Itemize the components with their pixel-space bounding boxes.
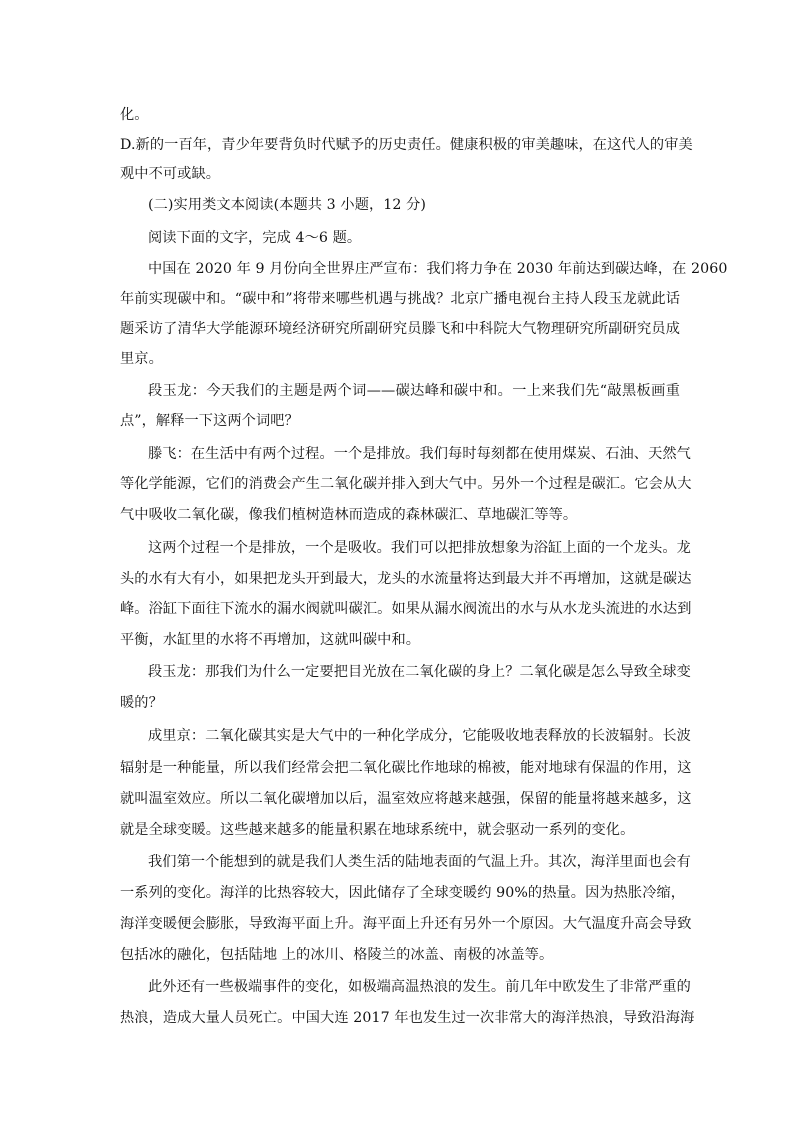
paragraph-line: 这两个过程一个是排放，一个是吸收。我们可以把排放想象为浴缸上面的一个龙头。龙 [148, 540, 691, 556]
paragraph-line: 里京。 [120, 351, 163, 367]
dialogue-line: 滕飞：在生活中有两个过程。一个是排放。我们每时每刻都在使用煤炭、石油、天然气 [148, 446, 691, 462]
paragraph-line: 热浪，造成大量人员死亡。中国大连 2017 年也发生过一次非常大的海洋热浪，导致沿海海 [120, 1010, 695, 1026]
paragraph-line: 我们第一个能想到的就是我们人类生活的陆地表面的气温上升。其次，海洋里面也会有 [148, 854, 691, 870]
dialogue-line: 成里京：二氧化碳其实是大气中的一种化学成分，它能吸收地表释放的长波辐射。长波 [148, 728, 691, 744]
paragraph-line: 题采访了清华大学能源环境经济研究所副研究员滕飞和中科院大气物理研究所副研究员成 [120, 321, 680, 337]
paragraph-line: 中国在 2020 年 9 月份向全世界庄严宣布：我们将力争在 2030 年前达到碳达峰，在 2060 [148, 261, 728, 277]
paragraph-line: 头的水有大有小，如果把龙头开到最大，龙头的水流量将达到最大并不再增加，这就是碳达 [120, 571, 692, 587]
dialogue-line: 点”，解释一下这两个词吧？ [120, 413, 299, 429]
option-d-line: D.新的一百年，青少年要背负时代赋予的历史责任。健康积极的审美趣味，在这代人的审美 [120, 137, 693, 153]
dialogue-line: 等化学能源，它们的消费会产生二氧化碳并排入到大气中。另外一个过程是碳汇。它会从大 [120, 476, 692, 492]
paragraph-line: 峰。浴缸下面往下流水的漏水阀就叫碳汇。如果从漏水阀流出的水与从水龙头流进的水达到 [120, 601, 692, 617]
instruction-line: 阅读下面的文字，完成 4～6 题。 [148, 230, 362, 246]
paragraph-line: 一系列的变化。海洋的比热容较大，因此储存了全球变暖约 90%的热量。因为热胀冷缩， [120, 885, 686, 901]
dialogue-line: 暖的？ [120, 695, 163, 711]
dialogue-line: 就叫温室效应。所以二氧化碳增加以后，温室效应将越来越强，保留的能量将越来越多，这 [120, 791, 692, 807]
paragraph-line: 包括冰的融化，包括陆地 上的冰川、格陵兰的冰盖、南极的冰盖等。 [120, 947, 554, 963]
paragraph-line: 平衡，水缸里的水将不再增加，这就叫碳中和。 [120, 632, 421, 648]
dialogue-line: 就是全球变暖。这些越来越多的能量积累在地球系统中，就会驱动一系列的变化。 [120, 822, 635, 838]
text-line: 化。 [120, 107, 149, 123]
paragraph-line: 此外还有一些极端事件的变化，如极端高温热浪的发生。前几年中欧发生了非常严重的 [148, 979, 691, 995]
paragraph-line: 海洋变暖便会膨胀，导致海平面上升。海平面上升还有另外一个原因。大气温度升高会导致 [120, 916, 692, 932]
dialogue-line: 段玉龙：那我们为什么一定要把目光放在二氧化碳的身上？二氧化碳是怎么导致全球变 [148, 664, 691, 680]
paragraph-line: 年前实现碳中和。“碳中和”将带来哪些机遇与挑战？北京广播电视台主持人段玉龙就此话 [120, 291, 680, 307]
dialogue-line: 段玉龙：今天我们的主题是两个词——碳达峰和碳中和。一上来我们先“敲黑板画重 [148, 383, 680, 399]
dialogue-line: 辐射是一种能量，所以我们经常会把二氧化碳比作地球的棉被，能对地球有保温的作用，这 [120, 760, 692, 776]
dialogue-line: 气中吸收二氧化碳，像我们植树造林而造成的森林碳汇、草地碳汇等等。 [120, 507, 578, 523]
section-heading: (二)实用类文本阅读(本题共 3 小题，12 分) [148, 197, 427, 213]
text-line: 观中不可或缺。 [120, 166, 221, 182]
